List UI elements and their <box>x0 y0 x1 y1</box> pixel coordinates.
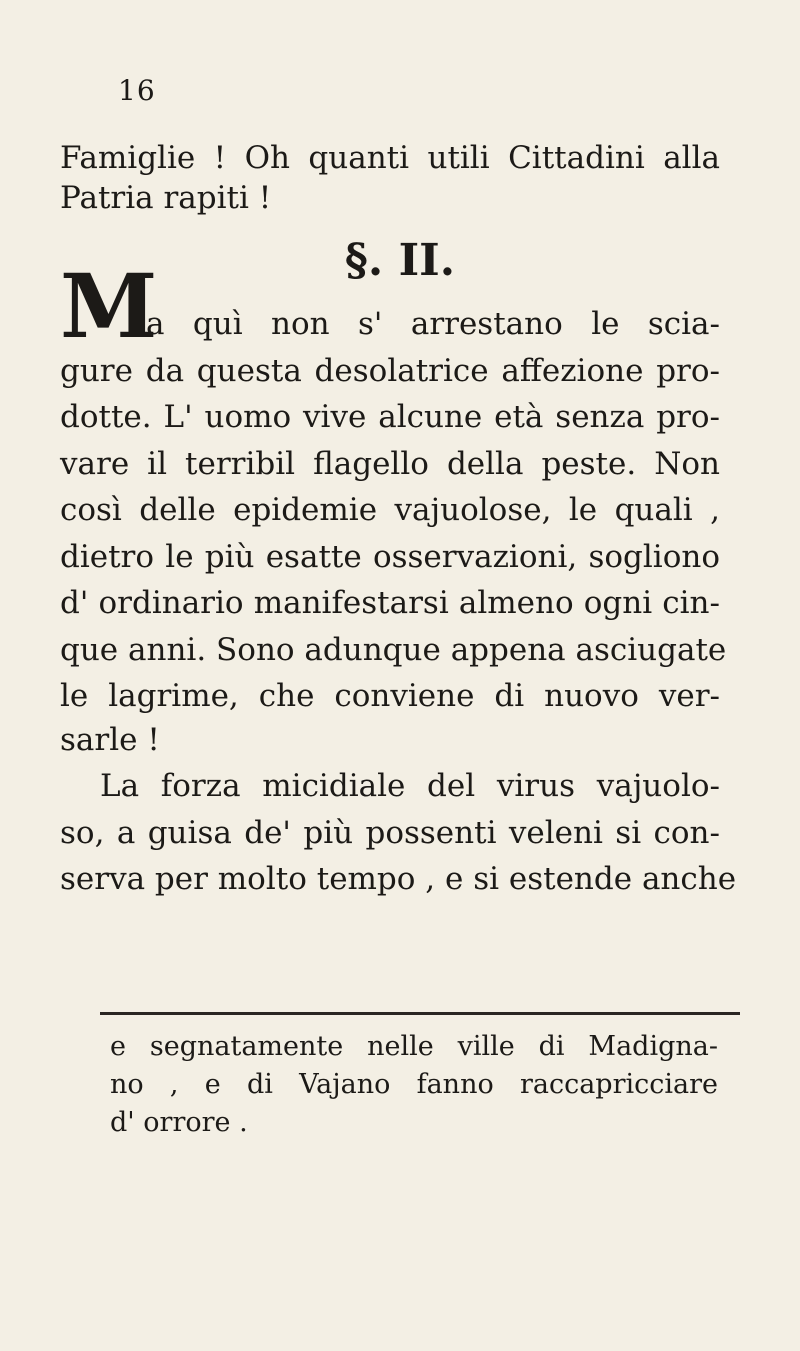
text-line: La forza micidiale del virus vajuolo- <box>100 768 720 804</box>
text-line: così delle epidemie vajuolose, le quali , <box>60 492 720 528</box>
text-line: gure da questa desolatrice affezione pro- <box>60 353 720 389</box>
text-line: sarle ! <box>60 722 160 758</box>
text-line: le lagrime, che conviene di nuovo ver- <box>60 678 720 714</box>
footnote-line: e segnatamente nelle ville di Madigna- <box>110 1031 718 1062</box>
text-line: dietro le più esatte osservazioni, sogliono <box>60 539 720 575</box>
page-number: 16 <box>118 74 156 107</box>
text-line: que anni. Sono adunque appena asciugate <box>60 632 727 668</box>
text-line: serva per molto tempo , e si estende anche <box>60 861 737 897</box>
footnote-line: d' orrore . <box>110 1107 248 1138</box>
text-line: dotte. L' uomo vive alcune età senza pro- <box>60 399 720 435</box>
drop-cap: M <box>60 254 158 358</box>
text-line: vare il terribil flagello della peste. Non <box>60 446 720 482</box>
section-heading: §. II. <box>344 235 456 286</box>
footnote-rule <box>100 1012 740 1015</box>
text-line: a quì non s' arrestano le scia- <box>146 306 720 342</box>
text-line: Patria rapiti ! <box>60 180 272 216</box>
text-line: so, a guisa de' più possenti veleni si con- <box>60 815 720 851</box>
footnote-line: no , e di Vajano fanno raccapricciare <box>110 1069 718 1100</box>
text-line: Famiglie ! Oh quanti utili Cittadini alla <box>60 140 720 176</box>
text-line: d' ordinario manifestarsi almeno ogni cin- <box>60 585 720 621</box>
